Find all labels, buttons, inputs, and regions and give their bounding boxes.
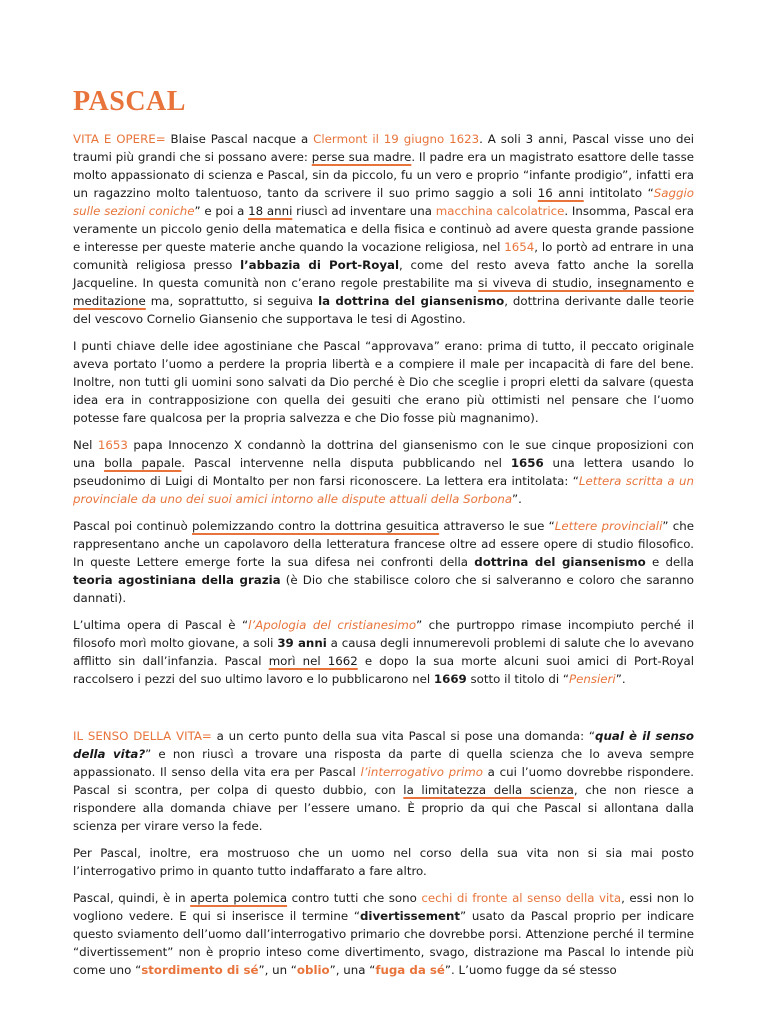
bold-phrase: la dottrina del giansenismo [318,294,505,308]
text-run: Pascal, quindi, è in [73,891,191,905]
highlight: 1654 [504,240,535,254]
text-run: I punti chiave delle idee agostiniane che Pascal “approvava” erano: prima di tutto, il peccato originale aveva portato l’uomo a perdere la propria libertà e a compiere il male per incapacità di fare del bene. Inoltre, non tutti gli uomini sono salvati da Dio perché è Dio che sceglie i propri eletti da salvare (questa idea era in contrapposizione con quella dei gesuiti che erano più ottimisti nel pensare che l’uomo potesse fare qualcosa per la propria salvezza e che Dio fosse più magnanimo). [73,339,694,425]
bold-phrase: l’abbazia di Port-Royal [240,258,400,272]
text-run: attraverso le sue “ [439,519,555,533]
highlight: cechi di fronte al senso della vita [421,891,622,905]
text-run: ” usato da Pascal proprio per indicare questo sviamento dell’uomo dall’interrogativo primario che dovrebbe porsi. Attenzione perché il termine “divertissement” non è proprio inteso come divertimento, svago, distrazione ma Pascal lo intende più come uno “ [73,909,694,977]
text-run: intitolato “ [583,186,654,200]
italic-title: Lettere provinciali [554,519,663,533]
document-page [73,84,694,988]
text-run: L’ultima opera di Pascal è “ [73,618,249,632]
highlight: macchina calcolatrice [435,204,565,218]
bold-phrase: 1656 [510,456,544,470]
underlined-phrase: la limitatezza della scienza [403,783,574,797]
section-label: VITA E OPERE= [73,132,166,146]
text-run: (è Dio che stabilisce coloro che si salveranno e coloro che saranno dannati). [73,573,694,605]
bold-phrase: 39 anni [277,636,327,650]
text-run: Nel [73,438,98,452]
highlight: 1653 [97,438,128,452]
italic-title: l’Apologia del cristianesimo [248,618,417,632]
paragraph-ultima-opera [73,616,694,688]
text-run: Pascal poi continuò [73,519,193,533]
bold-phrase: divertissement [359,909,461,923]
text-run: , che non riesce a rispondere alla domanda chiave per l’essere umano. È proprio da qui che Pascal si allontana dalla scienza per virare verso la fede. [73,783,694,833]
underlined-phrase: aperta polemica [190,891,288,905]
section-spacer [73,697,694,727]
text-run: ” e non riuscì a trovare una risposta da parte di quella scienza che lo aveva sempre appassionato. Il senso della vita era per Pascal [73,747,694,779]
text-run: Per Pascal, inoltre, era mostruoso che un uomo nel corso della sua vita non si sia mai posto l’interrogativo primo in quanto tutto indaffarato a fare altro. [73,846,694,878]
paragraph-idee-agostiniane [73,337,694,427]
text-run: , lo portò ad entrare in una comunità religiosa presso [73,240,694,272]
paragraph-condanna [73,436,694,508]
text-run: e dopo la sua morte alcuni suoi amici di Port-Royal raccolsero i pezzi del suo ultimo lavoro e lo pubblicarono nel [73,654,695,686]
bold-highlight: stordimento di sé [141,963,259,977]
paragraph-divertissement [73,889,694,979]
text-run: ma, soprattutto, si seguiva [145,294,319,308]
text-run: ” che rappresentano anche un capolavoro della letteratura francese oltre ad essere opere di studio filosofico. In queste Lettere emerge forte la sua difesa nei confronti della [73,519,694,569]
section-label: IL SENSO DELLA VITA= [73,729,212,743]
text-run: sotto il titolo di “ [466,672,570,686]
bold-phrase: 1669 [433,672,467,686]
text-run: contro tutti che sono [287,891,422,905]
text-run: a causa degli innumerevoli problemi di salute che lo avevano afflitto sin dall’infanzia. Pascal [73,636,694,668]
italic-title: Saggio sulle sezioni coniche [73,186,694,218]
italic-title: Lettera scritta a un provinciale da uno dei suoi amici intorno alle dispute attuali della Sorbona [73,474,695,506]
text-run: ”. [512,492,522,506]
paragraph-mostruoso [73,844,694,880]
text-run: . A soli 3 anni, Pascal visse uno dei traumi più grandi che si possano avere: [73,132,694,164]
text-run: ”, una “ [329,963,376,977]
text-run: . Insomma, Pascal era veramente un piccolo genio della matematica e della fisica e continuò ad avere questa grande passione e interesse per queste materie anche quando la vocazione religiosa, nel [73,204,694,254]
highlight: Clermont il 19 giugno 1623 [313,132,480,146]
text-run: , come del resto aveva fatto anche la sorella Jacqueline. In questa comunità non c’erano regole prestabilite ma [73,258,694,290]
text-run: e della [645,555,694,569]
text-run: una lettera usando lo pseudonimo di Luigi di Montalto per non farsi riconoscere. La lettera era intitolata: “ [73,456,695,488]
text-run: ”. L’uomo fugge da sé stesso [444,963,617,977]
italic-highlight: l’interrogativo primo [360,765,483,779]
paragraph-senso-della-vita [73,727,694,835]
underlined-phrase: bolla papale [104,456,182,470]
bold-phrase: teoria agostiniana della grazia [73,573,281,587]
bold-phrase: dottrina del giansenismo [474,555,646,569]
bold-italic-question: qual è il senso della vita? [73,729,694,761]
bold-highlight: fuga da sé [375,963,445,977]
underlined-phrase: morì nel 1662 [268,654,358,668]
text-run: a cui l’uomo dovrebbe rispondere. Pascal si scontra, per colpa di questo dubbio, con [73,765,694,797]
bold-highlight: oblio [296,963,330,977]
text-run: ” che purtroppo rimase incompiuto perché il filosofo morì molto giovane, a soli [73,618,694,650]
text-run: . Il padre era un magistrato esattore delle tasse molto appassionato di scienza e Pascal, sin da piccolo, fu un vero e proprio “infante prodigio”, infatti era un ragazzino molto talentuoso, tanto da scrivere il suo primo saggio a soli [73,150,694,200]
text-run: ” e poi a [194,204,249,218]
underlined-phrase: polemizzando contro la dottrina gesuitica [192,519,440,533]
page-title: PASCAL [73,86,186,117]
text-run: , dottrina derivante dalle teorie del vescovo Cornelio Giansenio che supportava le tesi di Agostino. [73,294,694,326]
underlined-phrase: perse sua madre [311,150,412,164]
italic-title: Pensieri [569,672,616,686]
paragraph-lettere-provinciali [73,517,694,607]
text-run: riuscì ad inventare una [292,204,436,218]
text-run: papa Innocenzo X condannò la dottrina del giansenismo con le sue cinque proposizioni con una [73,438,694,470]
underlined-phrase: si viveva di studio, insegnamento e meditazione [73,276,694,308]
text-run: Blaise Pascal nacque a [165,132,314,146]
text-run: ”, un “ [258,963,297,977]
text-run: , essi non lo vogliono vedere. E qui si inserisce il termine “ [73,891,694,923]
paragraph-vita-e-opere [73,130,694,328]
text-run: a un certo punto della sua vita Pascal si pose una domanda: “ [211,729,596,743]
text-run: ”. [615,672,626,686]
underlined-phrase: 16 anni [537,186,584,200]
underlined-phrase: 18 anni [248,204,293,218]
text-run: . Pascal intervenne nella disputa pubblicando nel [181,456,511,470]
